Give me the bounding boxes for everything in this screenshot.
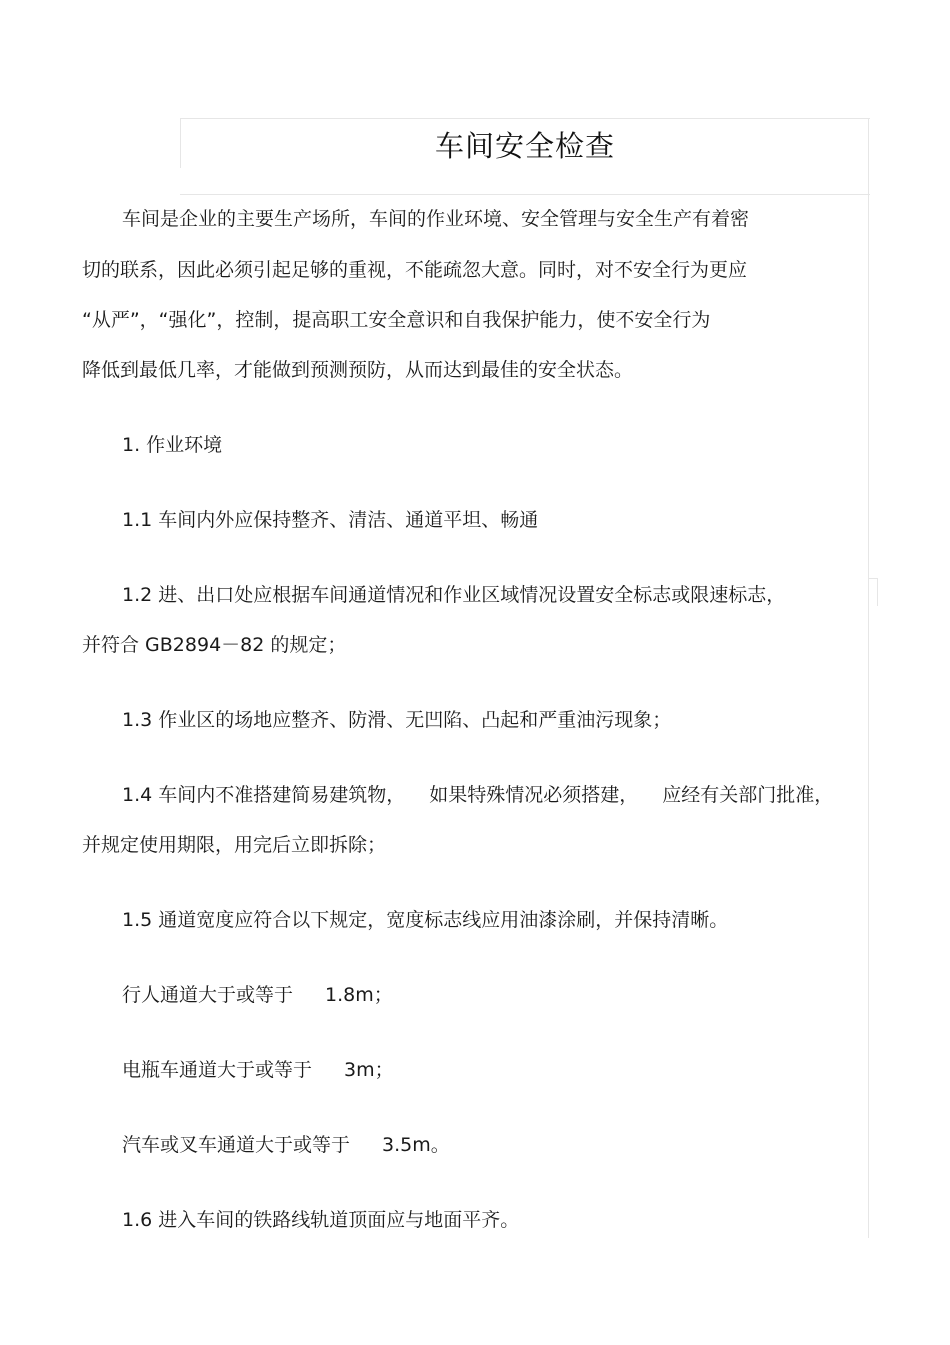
width-rule-pedestrian xyxy=(122,980,393,1007)
width-rule-label: 行人通道大于或等于 xyxy=(122,984,294,1006)
intro-line-2: 切的联系，因此必须引起足够的重视，不能疏忽大意。同时，对不安全行为更应 xyxy=(82,259,748,281)
header-bottom-rule xyxy=(180,194,870,195)
width-rule-label: 电瓶车通道大于或等于 xyxy=(122,1059,313,1081)
item-1-5: 1.5 通道宽度应符合以下规定，宽度标志线应用油漆涂刷，并保持清晰。 xyxy=(122,909,729,931)
width-rule-label: 汽车或叉车通道大于或等于 xyxy=(122,1134,351,1156)
item-1-2-line-1: 1.2 进、出口处应根据车间通道情况和作业区域情况设置安全标志或限速标志， xyxy=(122,584,786,606)
right-tick-rule-2 xyxy=(877,578,878,606)
intro-line-4: 降低到最低几率，才能做到预测预防，从而达到最佳的安全状态。 xyxy=(82,359,634,381)
header-top-rule xyxy=(180,118,870,119)
item-1-4-line-1 xyxy=(122,780,833,807)
intro-line-3: “从严”，“强化”，控制，提高职工安全意识和自我保护能力，使不安全行为 xyxy=(82,309,711,331)
item-1-1: 1.1 车间内外应保持整齐、清洁、通道平坦、畅通 xyxy=(122,509,539,531)
intro-line-1: 车间是企业的主要生产场所，车间的作业环境、安全管理与安全生产有着密 xyxy=(122,208,750,230)
width-rule-value: 3m； xyxy=(344,1059,394,1081)
width-rule-value: 3.5m。 xyxy=(382,1134,450,1156)
width-rule-value: 1.8m； xyxy=(325,984,393,1006)
page-title: 车间安全检查 xyxy=(434,129,615,163)
item-1-4-line-2: 并规定使用期限，用完后立即拆除； xyxy=(82,834,387,856)
item-1-2-line-2: 并符合 GB2894－82 的规定； xyxy=(82,634,347,656)
section-heading: 1. 作业环境 xyxy=(122,434,223,456)
right-border-rule xyxy=(868,118,869,1238)
item-1-3: 1.3 作业区的场地应整齐、防滑、无凹陷、凸起和严重油污现象； xyxy=(122,709,672,731)
width-rule-battery-car xyxy=(122,1055,394,1082)
item-1-4-part-a: 1.4 车间内不准搭建简易建筑物， xyxy=(122,784,406,806)
item-1-4-part-c: 应经有关部门批准， xyxy=(662,784,834,806)
item-1-6: 1.6 进入车间的铁路线轨道顶面应与地面平齐。 xyxy=(122,1209,520,1231)
width-rule-vehicle xyxy=(122,1130,450,1157)
item-1-4-part-b: 如果特殊情况必须搭建， xyxy=(429,784,639,806)
